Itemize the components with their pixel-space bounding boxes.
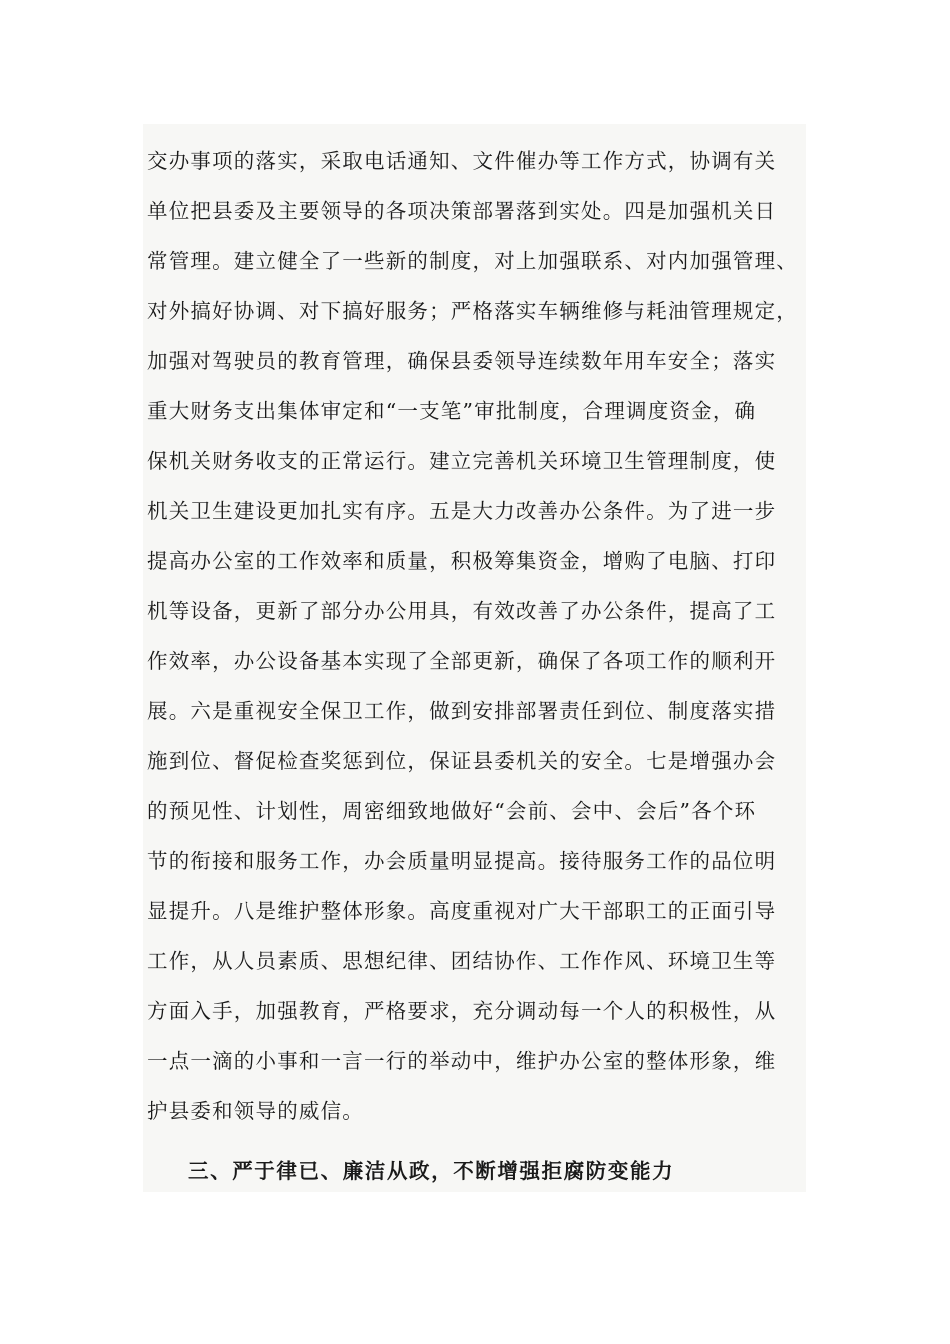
text-line: 加强对驾驶员的教育管理，确保县委领导连续数年用车安全；落实: [147, 349, 777, 373]
text-line: 常管理。建立健全了一些新的制度，对上加强联系、对内加强管理、: [147, 249, 798, 273]
text-line: 工作，从人员素质、思想纪律、团结协作、工作作风、环境卫生等: [147, 949, 777, 973]
text-line: 显提升。八是维护整体形象。高度重视对广大干部职工的正面引导: [147, 899, 777, 923]
paragraph: [147, 136, 827, 1136]
text-line: 交办事项的落实，采取电话通知、文件催办等工作方式，协调有关: [147, 149, 777, 173]
text-line: 施到位、督促检查奖惩到位，保证县委机关的安全。七是增强办会: [147, 749, 777, 773]
text-line: 重大财务支出集体审定和“一支笔”审批制度，合理调度资金，确: [147, 399, 757, 423]
text-line: 对外搞好协调、对下搞好服务；严格落实车辆维修与耗油管理规定，: [147, 299, 798, 323]
text-line: 作效率，办公设备基本实现了全部更新，确保了各项工作的顺利开: [147, 649, 777, 673]
section-heading: 三、严于律已、廉洁从政，不断增强拒腐防变能力: [188, 1159, 675, 1183]
text-line: 一点一滴的小事和一言一行的举动中，维护办公室的整体形象，维: [147, 1049, 777, 1073]
text-line: 方面入手，加强教育，严格要求，充分调动每一个人的积极性，从: [147, 999, 777, 1023]
text-line: 机关卫生建设更加扎实有序。五是大力改善办公条件。为了进一步: [147, 499, 777, 523]
text-line: 展。六是重视安全保卫工作，做到安排部署责任到位、制度落实措: [147, 699, 777, 723]
document-body: [143, 124, 806, 1192]
text-line: 的预见性、计划性，周密细致地做好“会前、会中、会后”各个环: [147, 799, 757, 823]
text-line: 单位把县委及主要领导的各项决策部署落到实处。四是加强机关日: [147, 199, 777, 223]
text-line: 护县委和领导的威信。: [147, 1099, 364, 1123]
text-line: 保机关财务收支的正常运行。建立完善机关环境卫生管理制度，使: [147, 449, 777, 473]
text-line: 提高办公室的工作效率和质量，积极筹集资金，增购了电脑、打印: [147, 549, 777, 573]
text-line: 机等设备，更新了部分办公用具，有效改善了办公条件，提高了工: [147, 599, 777, 623]
text-line: 节的衔接和服务工作，办会质量明显提高。接待服务工作的品位明: [147, 849, 777, 873]
